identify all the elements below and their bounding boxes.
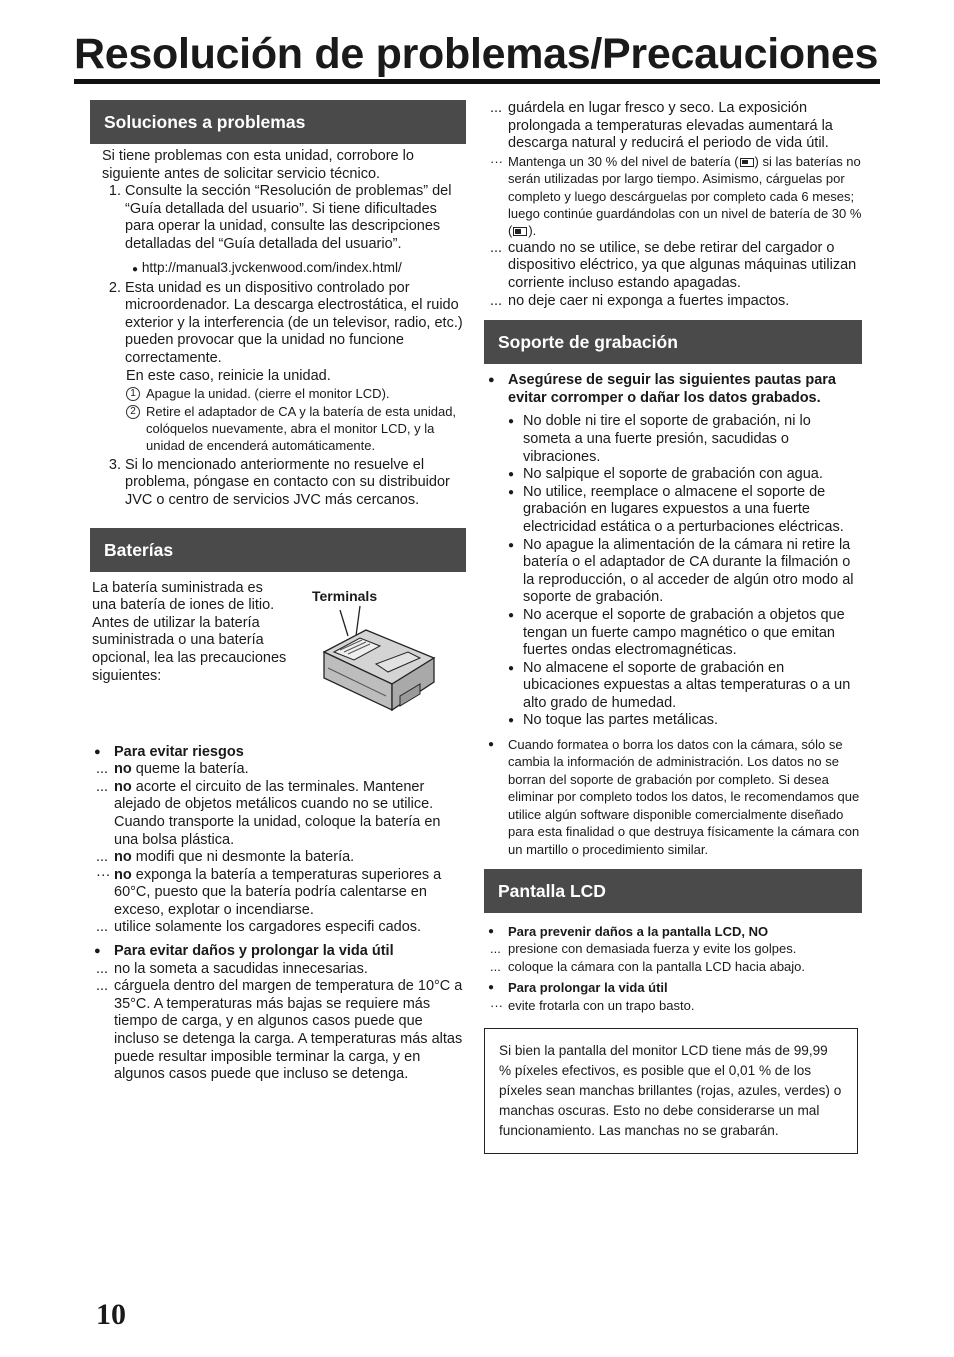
right-column	[484, 100, 862, 1154]
riesgos-heading: ● Para evitar riesgos	[90, 744, 466, 762]
soluciones-item-3: 3. Si lo mencionado anteriormente no resuelve el problema, póngase en contacto con su distribuidor JVC o centro de servicios JVC más cercanos.	[108, 456, 450, 508]
manual-url	[90, 259, 466, 279]
lcd-prevent-heading: ● Para prevenir daños a la pantalla LCD, NO	[484, 923, 862, 940]
circled-number-1: 1	[126, 387, 140, 401]
soporte-item: ● No almacene el soporte de grabación en ubicaciones expuestas a altas temperaturas o a un alto grado de humedad.	[508, 659, 851, 711]
terminals-label: Terminals	[312, 587, 378, 604]
title-rule	[74, 79, 880, 84]
left-column	[90, 100, 466, 1084]
dano-6: ... no deje caer ni exponga a fuertes impactos.	[490, 292, 790, 309]
riesgo-4: ··· no exponga la batería a temperaturas superiores a 60°C, puesto que la batería podría calentarse en exceso, explotar o incendiarse.	[96, 866, 442, 918]
riesgo-5: ... utilice solamente los cargadores especifi cados.	[96, 919, 422, 936]
bullet-icon: ●	[94, 945, 101, 958]
url-bullet-icon: ●	[132, 263, 139, 275]
bullet-icon: ●	[488, 374, 495, 387]
soluciones-intro: Si tiene problemas con esta unidad, corrobore lo siguiente antes de solicitar servicio técnico.	[102, 148, 414, 182]
soporte-format-note: ● Cuando formatea o borra los datos con la cámara, sólo se cambia la información de administración. Los datos no se borran del soporte de grabación por completo. Si desea eliminar por completo todos los datos, le recomendamos que utilice algún software disponible comercialmente diseñado para esta finalidad o que destruya físicamente la cámara con un martillo o procedimiento similar.	[488, 737, 860, 857]
riesgo-3: ... no modifi que ni desmonte la batería.	[96, 849, 355, 866]
page-number: 10	[96, 1298, 126, 1331]
reset-step-2: 2 Retire el adaptador de CA y la batería de esta unidad, colóquelos nuevamente, abra el monitor LCD, y la unidad de encenderá automáticamente.	[90, 403, 466, 455]
danos-heading: ● Para evitar daños y prolongar la vida útil	[90, 943, 466, 961]
bullet-icon: ●	[94, 745, 101, 758]
section-heading-lcd: Pantalla LCD	[484, 869, 862, 913]
soluciones-item-2-reset: En este caso, reinicie la unidad.	[126, 367, 331, 384]
lcd-prolong-1: ··· evite frotarla con un trapo basto.	[490, 997, 695, 1013]
lcd-prolong-heading: ● Para prolongar la vida útil	[484, 979, 862, 996]
reset-step-1: 1 Apague la unidad. (cierre el monitor LCD).	[90, 385, 466, 402]
soporte-list	[484, 413, 862, 730]
section-heading-soporte: Soporte de grabación	[484, 320, 862, 364]
lcd-pixel-notice: Si bien la pantalla del monitor LCD tiene más de 99,99 % píxeles efectivos, es posible que el 0,01 % de los píxeles sean manchas brillantes (rojas, azules, verdes) o manchas oscuras. Esto no debe considerarse un mal funcionamiento. Las manchas no se grabarán.	[484, 1028, 858, 1154]
battery-level-icon	[513, 227, 527, 236]
soporte-item: ● No apague la alimentación de la cámara ni retire la batería o el adaptador de CA durante la filmación o la reproducción, o al acceder de algún otro modo al soporte de grabación.	[508, 536, 854, 606]
dano-1: ... no la someta a sacudidas innecesarias.	[96, 960, 368, 977]
dano-3: ... guárdela en lugar fresco y seco. La exposición prolongada a temperaturas elevadas aumentará la descarga natural y reducirá el periodo de vida útil.	[490, 100, 833, 152]
lcd-prevent-1: ... presione con demasiada fuerza y evite los golpes.	[490, 941, 797, 957]
bullet-icon: ●	[488, 739, 495, 751]
soporte-item: ● No doble ni tire el soporte de grabación, ni lo someta a una fuerte presión, sacudidas o vibraciones.	[508, 413, 811, 465]
bullet-icon: ●	[488, 925, 495, 937]
battery-illustration	[316, 600, 442, 730]
soporte-lead: ● Asegúrese de seguir las siguientes pautas para evitar corromper o dañar los datos grabados.	[484, 372, 862, 407]
riesgo-1: ... no queme la batería.	[96, 761, 249, 778]
baterias-intro-block	[90, 580, 466, 738]
manual-url-text: http://manual3.jvckenwood.com/index.html/	[141, 259, 402, 275]
baterias-intro: La batería suministrada es una batería de iones de litio. Antes de utilizar la batería suministrada o una batería opcional, lea las precauciones siguientes:	[92, 579, 287, 684]
bullet-icon: ●	[488, 982, 495, 994]
page-title: Resolución de problemas/Precauciones	[74, 30, 879, 78]
dano-2: ... cárguela dentro del margen de temperatura de 10°C a 35°C. A temperaturas más bajas se requiere más tiempo de carga, y en algunos casos puede que incluso se detenga la carga. A temperaturas más altas puede resultar imposible terminar la carga, y en algunos casos puede que incluso se detenga.	[96, 978, 463, 1083]
soporte-item: ● No salpique el soporte de grabación con agua.	[508, 466, 823, 483]
soluciones-item-1: 1. Consulte la sección “Resolución de problemas” del “Guía detallada del usuario”. Si tiene dificultades para operar la unidad, consulte las descripciones detalladas del “Guía detallada del usuario”.	[108, 183, 452, 252]
riesgo-2: ... no acorte el circuito de las terminales. Mantener alejado de objetos metálicos cuando no se utilice. Cuando transporte la unidad, coloque la batería en una bolsa plástica.	[96, 778, 441, 848]
section-heading-baterias: Baterías	[90, 528, 466, 572]
battery-level-icon	[740, 158, 754, 167]
soporte-item: ● No utilice, reemplace o almacene el soporte de grabación en lugares expuestos a una fuerte electricidad estática o a perturbaciones eléctricas.	[508, 483, 844, 535]
dano-5: ... cuando no se utilice, se debe retirar del cargador o dispositivo eléctrico, ya que algunas máquinas utilizan corriente incluso estando apagadas.	[490, 239, 857, 291]
circled-number-2: 2	[126, 405, 140, 419]
soporte-item: ● No acerque el soporte de grabación a objetos que tengan un fuerte campo magnético o que emitan fuertes ondas electromagnéticas.	[508, 606, 845, 659]
soluciones-item-2: 2. Esta unidad es un dispositivo controlado por microordenador. La descarga electrostática, el ruido exterior y la interferencia (de un televisor, radio, etc.) pueden provocar que la unidad no funcione correctamente.	[108, 279, 463, 366]
soporte-item: ● No toque las partes metálicas.	[508, 712, 719, 729]
dano-4: ··· Mantenga un 30 % del nivel de batería ( ) si las baterías no serán utilizadas por largo tiempo. Asimismo, cárguelas por completo y luego descárguelas por completo cada 6 meses; luego continúe guardándolas con un nivel de batería de 30 % ( ).	[490, 153, 862, 239]
lcd-prevent-2: ... coloque la cámara con la pantalla LCD hacia abajo.	[490, 958, 806, 974]
section-heading-soluciones: Soluciones a problemas	[90, 100, 466, 144]
